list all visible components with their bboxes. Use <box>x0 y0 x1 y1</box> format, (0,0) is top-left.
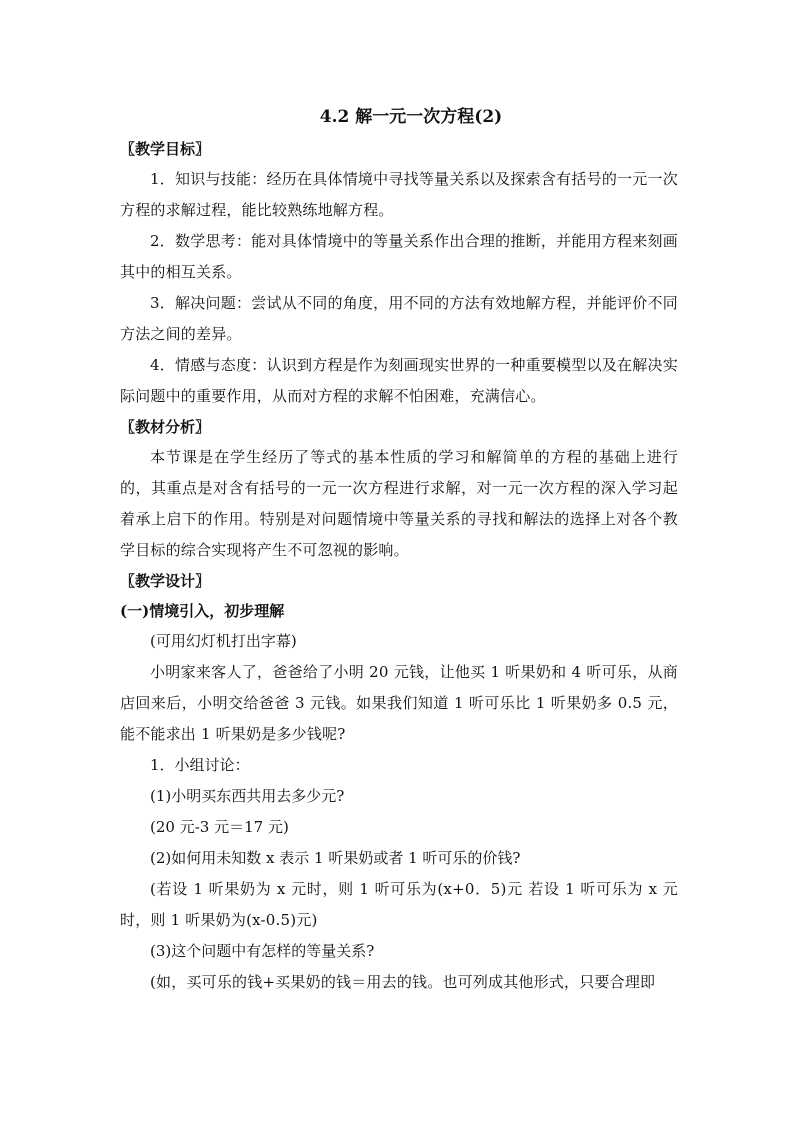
document-title: 4.2 解一元一次方程(2) <box>319 107 503 127</box>
analysis-paragraph: 本节课是在学生经历了等式的基本性质的学习和解简单的方程的基础上进行的，其重点是对含有括号的一元一次方程进行求解，对一元一次方程的深入学习起着承上启下的作用。特别是对问题情境中等量关系的寻找和解法的选择上对各个教学目标的综合实现将产生不可忽视的影响。 <box>120 448 678 559</box>
question-1: (1)小明买东西共用去多少元? <box>150 787 345 805</box>
discussion-heading: 1．小组讨论： <box>150 756 250 774</box>
slide-note: (可用幻灯机打出字幕) <box>150 632 297 650</box>
answer-2: (若设 1 听果奶为 x 元时，则 1 听可乐为(x+0．5)元 若设 1 听可乐为 x 元时，则 1 听果奶为(x-0.5)元) <box>120 880 678 929</box>
document-page <box>120 104 678 998</box>
section-heading-analysis: 〖教材分析〗 <box>120 418 211 436</box>
section-heading-goals: 〖教学目标〗 <box>120 140 211 158</box>
question-3: (3)这个问题中有怎样的等量关系? <box>150 942 375 960</box>
subsection-heading-intro: (一)情境引入，初步理解 <box>120 602 285 620</box>
goal-paragraph: 4．情感与态度：认识到方程是作为刻画现实世界的一种重要模型以及在解决实际问题中的重要作用，从而对方程的求解不怕困难，充满信心。 <box>120 356 678 405</box>
story-paragraph: 小明家来客人了，爸爸给了小明 20 元钱，让他买 1 听果奶和 4 听可乐，从商店回来后，小明交给爸爸 3 元钱。如果我们知道 1 听可乐比 1 听果奶多 0.5 元，能不能求出 1 听果奶是多少钱呢? <box>120 663 678 743</box>
goal-paragraph: 2．数学思考：能对具体情境中的等量关系作出合理的推断，并能用方程来刻画其中的相互关系。 <box>120 232 678 281</box>
section-heading-design: 〖教学设计〗 <box>120 572 211 590</box>
goal-paragraph: 3．解决问题：尝试从不同的角度，用不同的方法有效地解方程，并能评价不同方法之间的差异。 <box>120 294 678 343</box>
question-2: (2)如何用未知数 x 表示 1 听果奶或者 1 听可乐的价钱? <box>150 849 521 867</box>
answer-1: (20 元-3 元＝17 元) <box>150 818 289 836</box>
answer-3: (如，买可乐的钱+买果奶的钱＝用去的钱。也可列成其他形式，只要合理即 <box>150 973 656 991</box>
goal-paragraph: 1．知识与技能：经历在具体情境中寻找等量关系以及探索含有括号的一元一次方程的求解过程，能比较熟练地解方程。 <box>120 170 678 219</box>
